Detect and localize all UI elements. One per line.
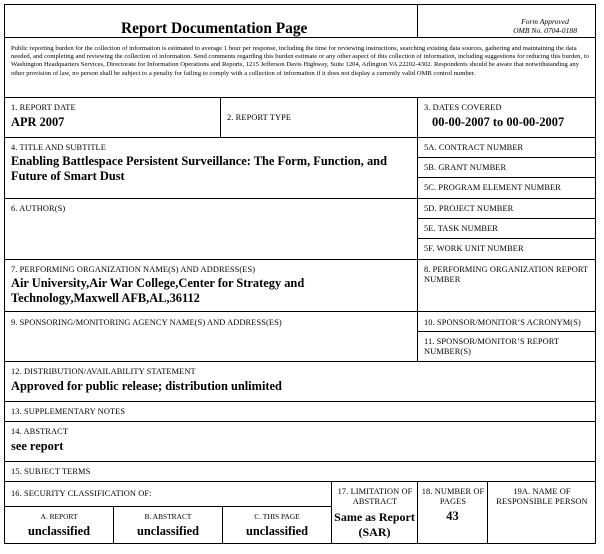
security-page-value: unclassified xyxy=(246,524,308,538)
work-unit-cell xyxy=(417,238,595,259)
abstract-value: see report xyxy=(11,439,64,453)
form-approved-label: Form Approved xyxy=(521,17,569,26)
distribution-label: 12. DISTRIBUTION/AVAILABILITY STATEMENT xyxy=(11,367,196,376)
program-element-label: 5C. PROGRAM ELEMENT NUMBER xyxy=(424,183,561,192)
report-documentation-form xyxy=(4,4,596,544)
limitation-label: 17. LIMITATION OF ABSTRACT xyxy=(337,487,413,506)
sponsor-acronym-cell xyxy=(417,311,595,331)
report-date-value: APR 2007 xyxy=(11,115,65,129)
distribution-cell xyxy=(5,361,595,401)
sponsoring-agency-cell xyxy=(5,311,417,361)
title-cell xyxy=(5,137,417,198)
security-report-cell xyxy=(5,506,113,544)
authors-label: 6. AUTHOR(S) xyxy=(11,204,66,213)
security-page-label: C. THIS PAGE xyxy=(254,512,300,521)
burden-statement: Public reporting burden for the collection of information is estimated to average 1 hour per response, including the time for reviewing instructions, searching existing data sources, gathering and maintaining the data needed, and completing and reviewing the collection of information. Send comments regarding this burden estimate or any other aspect of this collection of information, including suggestions for reducing this burden, to Washington Headquarters Services, Directorate for Information Operations and Reports, 1215 Jefferson Davis Highway, Suite 1204, Arlington VA 22202-4302. Respondents should be aware that notwithstanding any other provision of law, no person shall be subject to a penalty for failing to comply with a collection of information if it does not display a currently valid OMB control number. xyxy=(11,45,589,77)
num-pages-value: 43 xyxy=(446,509,459,523)
security-report-label: A. REPORT xyxy=(40,512,78,521)
security-classification-label: 16. SECURITY CLASSIFICATION OF: xyxy=(11,489,152,498)
supplementary-cell xyxy=(5,401,595,421)
project-number-cell xyxy=(417,198,595,218)
report-type-label: 2. REPORT TYPE xyxy=(227,113,292,122)
performing-org-value: Air University,Air War College,Center for Strategy and Technology,Maxwell AFB,AL,36112 xyxy=(11,276,305,305)
form-approved-block xyxy=(513,17,577,35)
performing-org-cell xyxy=(5,259,417,311)
security-page-cell xyxy=(222,506,331,544)
header-divider xyxy=(5,37,595,38)
limitation-cell xyxy=(331,481,417,543)
omb-number: OMB No. 0704-0188 xyxy=(513,26,577,35)
sponsoring-agency-label: 9. SPONSORING/MONITORING AGENCY NAME(S) AND ADDRESS(ES) xyxy=(11,318,282,327)
responsible-person-cell xyxy=(487,481,595,543)
page-title: Report Documentation Page xyxy=(121,20,308,37)
performing-report-cell xyxy=(417,259,595,311)
report-date-label: 1. REPORT DATE xyxy=(11,103,76,112)
grant-number-label: 5B. GRANT NUMBER xyxy=(424,163,507,172)
security-abstract-label: B. ABSTRACT xyxy=(144,512,192,521)
authors-cell xyxy=(5,198,417,259)
distribution-value: Approved for public release; distribution unlimited xyxy=(11,379,282,393)
dates-covered-label: 3. DATES COVERED xyxy=(424,103,502,112)
program-element-cell xyxy=(417,177,595,198)
project-number-label: 5D. PROJECT NUMBER xyxy=(424,204,514,213)
title-value: Enabling Battlespace Persistent Surveillance: The Form, Function, and Future of Smart Dust xyxy=(11,154,387,183)
report-type-cell xyxy=(220,97,417,137)
subject-terms-label: 15. SUBJECT TERMS xyxy=(11,467,91,476)
contract-number-cell xyxy=(417,137,595,157)
abstract-label: 14. ABSTRACT xyxy=(11,427,69,436)
task-number-cell xyxy=(417,218,595,238)
security-report-value: unclassified xyxy=(28,524,90,538)
performing-org-label: 7. PERFORMING ORGANIZATION NAME(S) AND ADDRESS(ES) xyxy=(11,265,256,274)
security-abstract-cell xyxy=(113,506,222,544)
title-label: 4. TITLE AND SUBTITLE xyxy=(11,143,106,152)
sponsor-report-label: 11. SPONSOR/MONITOR’S REPORT NUMBER(S) xyxy=(424,337,560,356)
subject-terms-cell xyxy=(5,461,595,481)
supplementary-label: 13. SUPPLEMENTARY NOTES xyxy=(11,407,126,416)
dates-covered-value: 00-00-2007 to 00-00-2007 xyxy=(432,115,565,129)
security-classification-cell xyxy=(5,481,331,543)
num-pages-cell xyxy=(417,481,487,543)
sponsor-acronym-label: 10. SPONSOR/MONITOR’S ACRONYM(S) xyxy=(424,318,581,327)
responsible-person-label: 19A. NAME OF RESPONSIBLE PERSON xyxy=(496,487,588,506)
task-number-label: 5E. TASK NUMBER xyxy=(424,224,498,233)
security-abstract-value: unclassified xyxy=(137,524,199,538)
limitation-value: Same as Report (SAR) xyxy=(334,510,415,539)
num-pages-label: 18. NUMBER OF PAGES xyxy=(421,487,485,506)
performing-report-label: 8. PERFORMING ORGANIZATION REPORT NUMBER xyxy=(424,265,589,284)
header-section xyxy=(5,5,595,97)
report-date-cell xyxy=(5,97,220,137)
sponsor-report-cell xyxy=(417,331,595,361)
abstract-cell xyxy=(5,421,595,461)
contract-number-label: 5A. CONTRACT NUMBER xyxy=(424,143,524,152)
dates-covered-cell xyxy=(417,97,595,137)
grant-number-cell xyxy=(417,157,595,177)
work-unit-label: 5F. WORK UNIT NUMBER xyxy=(424,244,524,253)
